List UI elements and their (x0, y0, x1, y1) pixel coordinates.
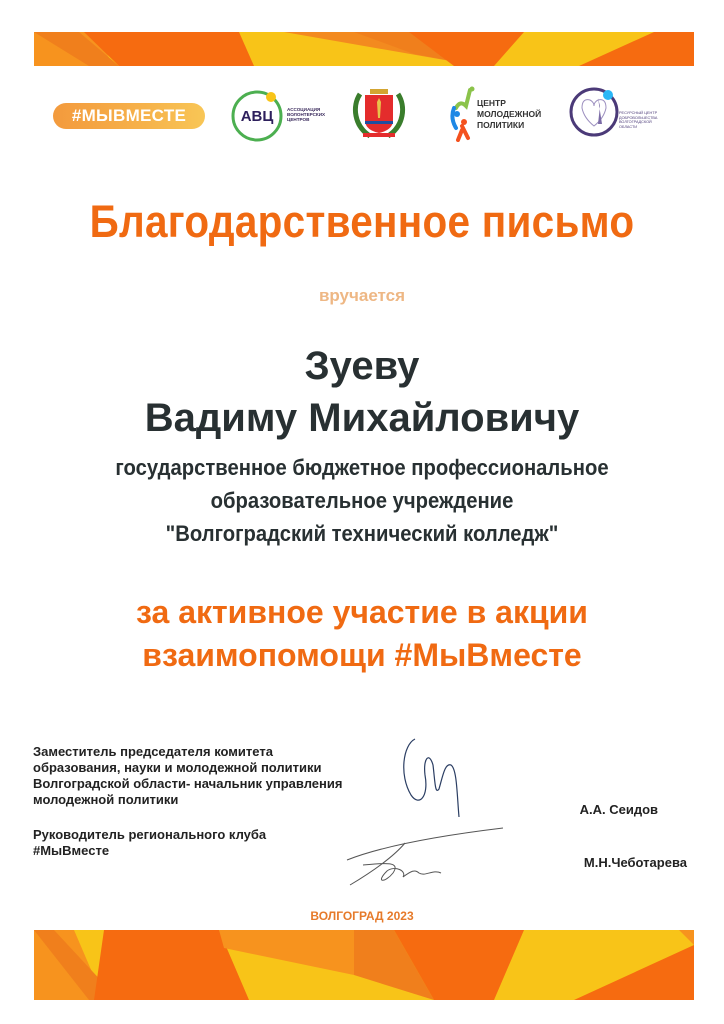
awarded-label: вручается (318, 286, 406, 305)
avc-logo (229, 88, 285, 149)
hashtag-badge: #МЫВМЕСТЕ (53, 103, 205, 129)
signatory-1-name: А.А. Сеидов (579, 802, 658, 817)
recipient-given-names: Вадиму Михайловичу (144, 396, 580, 440)
recipient-surname: Зуеву (304, 344, 420, 388)
signatory-positions (33, 744, 363, 859)
emblem-icon (350, 84, 408, 142)
signatory-2-name: М.Н.Чеботарева (583, 855, 687, 870)
avc-circle-icon (229, 88, 285, 144)
signature-1-icon (395, 735, 475, 820)
volgograd-coat-of-arms (350, 84, 408, 147)
organization-line: образовательное учреждение (210, 488, 514, 513)
reason-line: взаимопомощи #МыВместе (142, 637, 582, 673)
document-title: Благодарственное письмо (89, 196, 635, 247)
reason-line: за активное участие в акции (136, 594, 588, 630)
top-decorative-band (34, 32, 694, 66)
avc-logo-text: АССОЦИАЦИЯ ВОЛОНТЕРСКИХ ЦЕНТРОВ (287, 107, 326, 123)
recipient-organization (29, 451, 695, 550)
bottom-decorative-band (34, 930, 694, 1000)
heart-statue-icon (568, 86, 620, 138)
svg-text:АВЦ: АВЦ (240, 108, 274, 125)
youth-policy-center-logo (448, 86, 478, 147)
people-icon (448, 86, 478, 142)
signatory-1-position: Заместитель председателя комитета образования, науки и молодежной политики Волгоградской области- начальник управления молодежной политики (33, 744, 343, 807)
signature-2-icon (345, 825, 505, 890)
regional-volunteer-center-logo (568, 86, 620, 143)
footer-city-year: ВОЛГОГРАД 2023 (310, 909, 414, 923)
recipient-name (0, 340, 724, 444)
signatory-2-position: Руководитель регионального клуба #МыВместе (33, 827, 267, 858)
organization-line: государственное бюджетное профессиональное (115, 455, 609, 480)
regional-volunteer-center-text: РЕСУРСНЫЙ ЦЕНТР ДОБРОВОЛЬЧЕСТВА ВОЛГОГРАДСКОЙ ОБЛАСТИ (619, 111, 658, 129)
organization-line: "Волгоградский технический колледж" (165, 521, 559, 546)
youth-policy-center-text: ЦЕНТР МОЛОДЕЖНОЙ ПОЛИТИКИ (477, 98, 542, 130)
award-reason (0, 591, 724, 677)
